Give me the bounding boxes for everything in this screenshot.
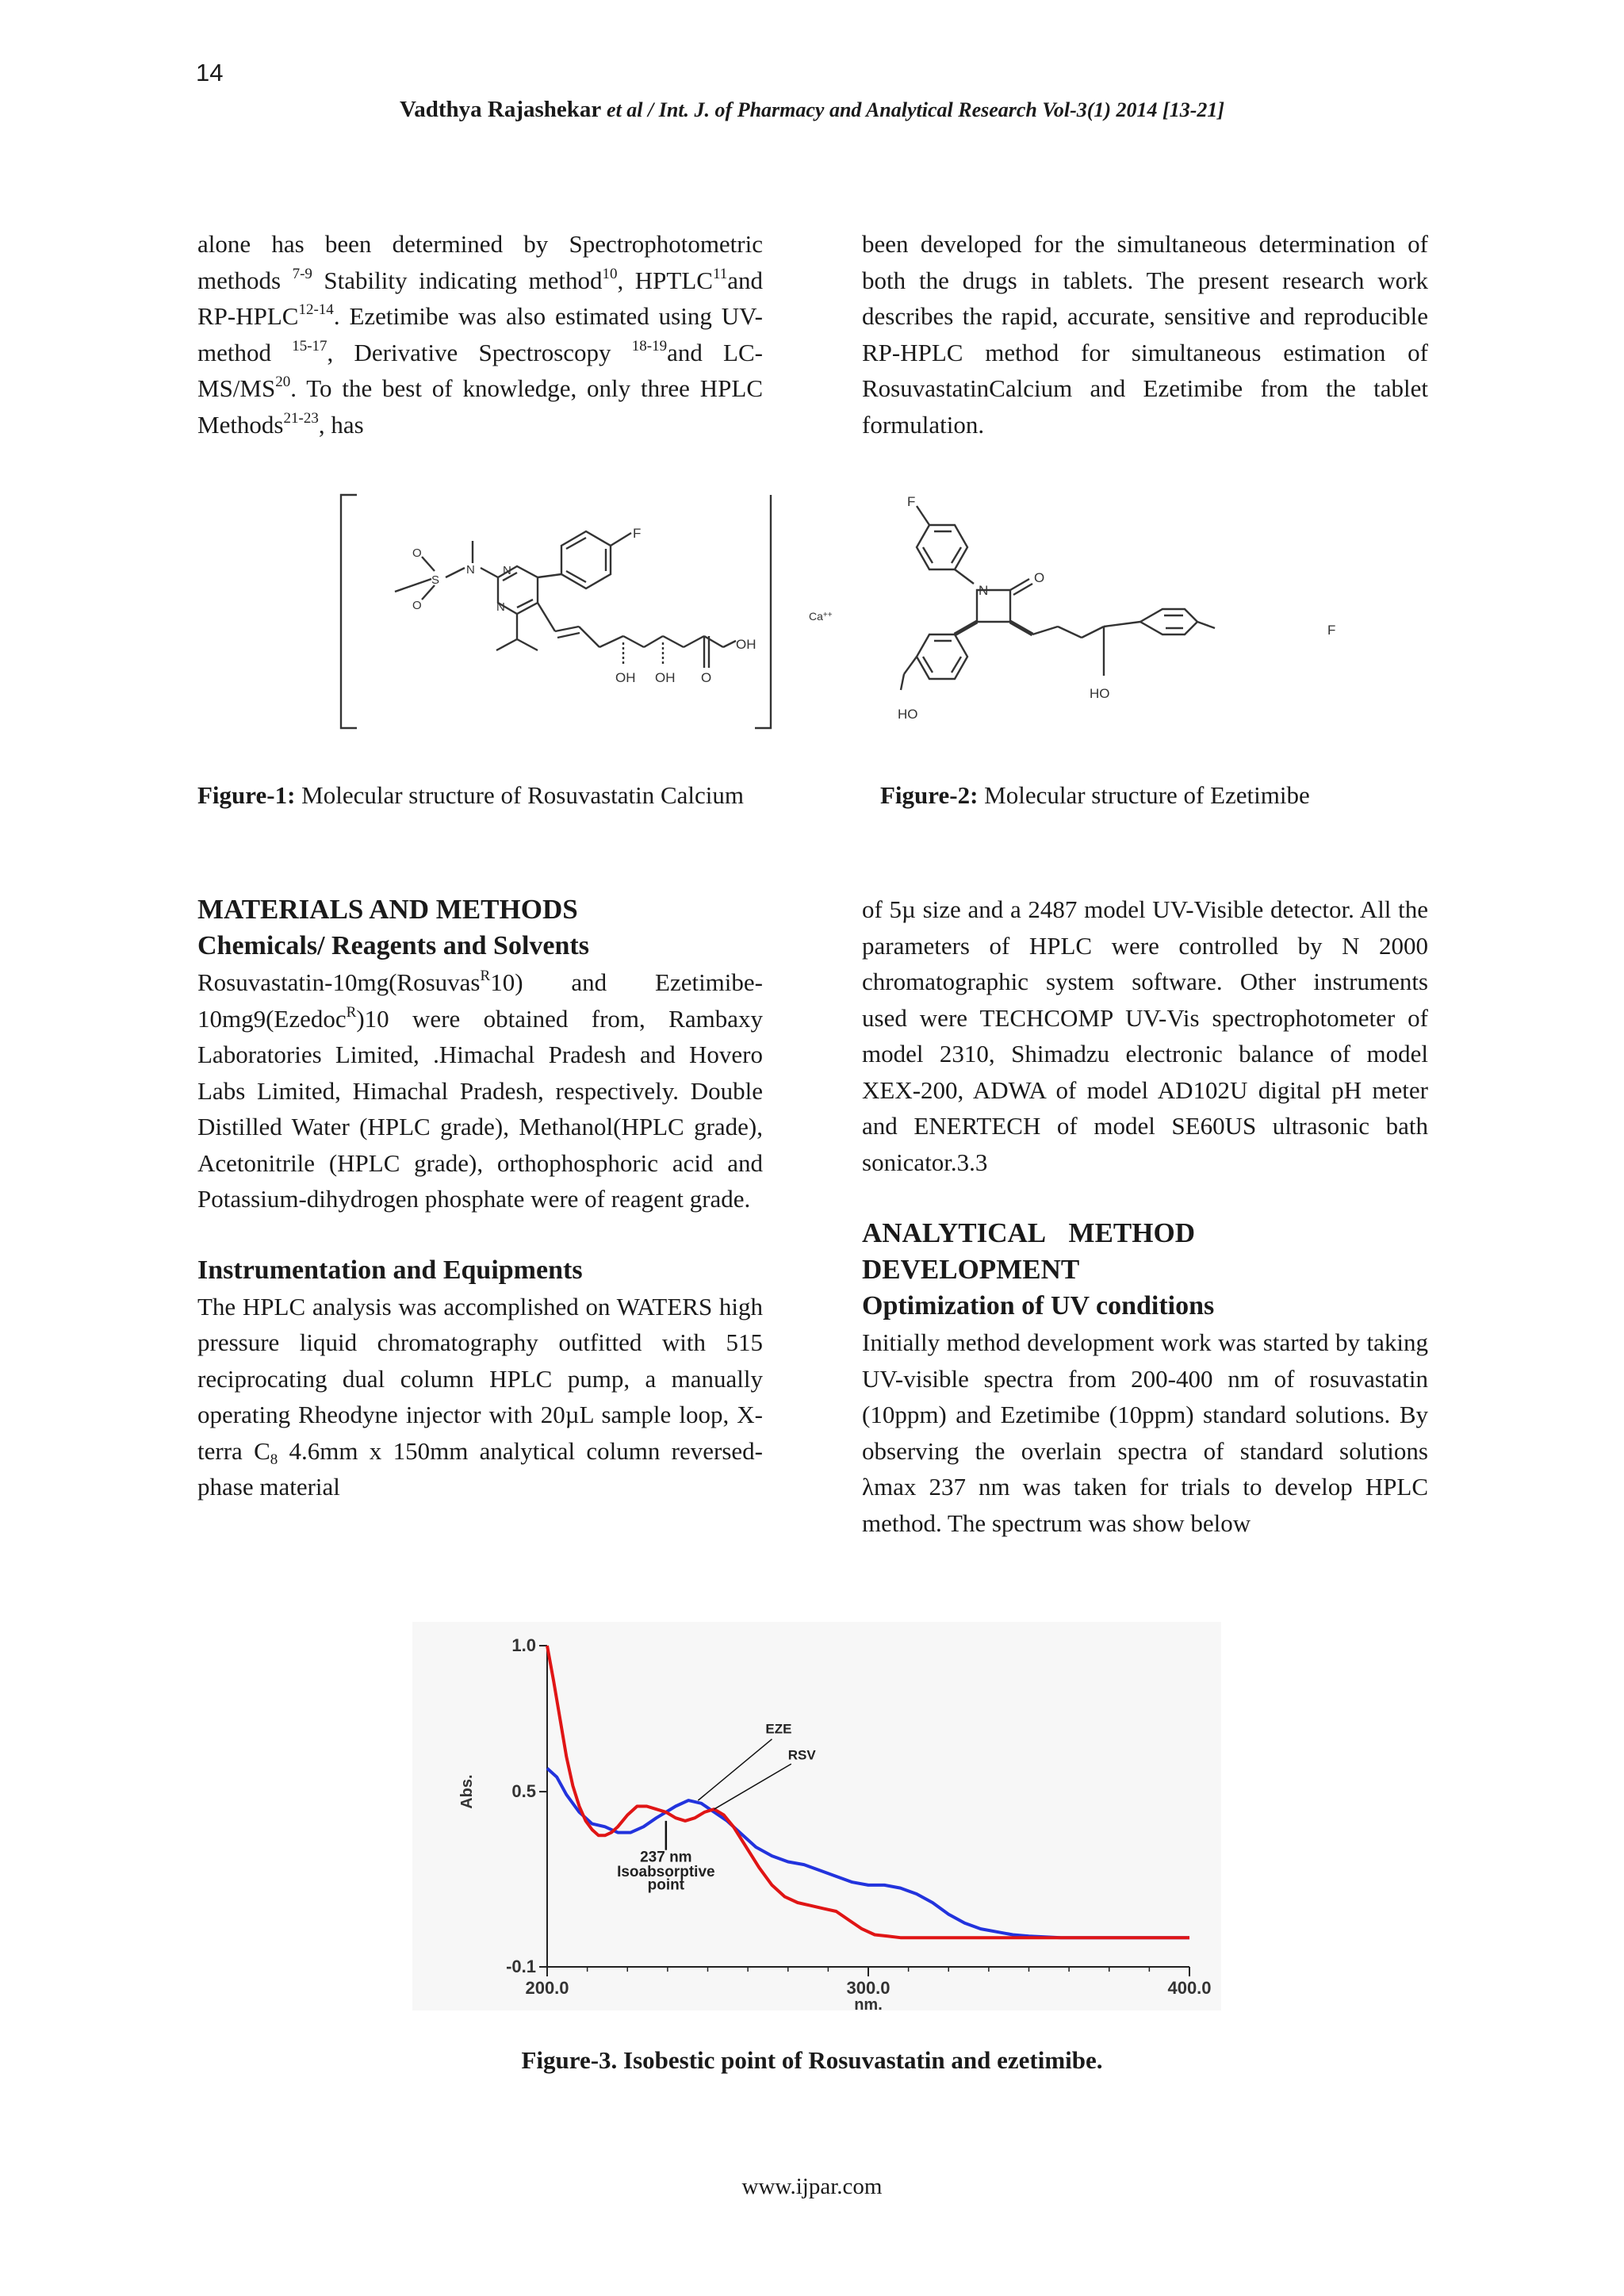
atom-label: N (466, 563, 475, 577)
atom-label: OH (615, 670, 636, 685)
y-tick-label: 0.5 (511, 1781, 536, 1802)
atom-label: N (496, 600, 505, 614)
analytical-paragraph: Initially method development work was started by taking UV-visible spectra from 200-400 nm of rosuvastatin (10ppm) and Ezetimibe (10ppm) standard solutions. By observing the overlain spectra of standard solutions λmax 237 nm was taken for trials to develop HPLC method. The spectrum was show below (862, 1328, 1428, 1537)
header-citation: et al / Int. J. of Pharmacy and Analytical Research Vol-3(1) 2014 [13-21] (607, 98, 1225, 121)
x-axis-label: nm. (854, 1996, 883, 2014)
intro-left-column (197, 226, 763, 443)
atom-label: OH (736, 637, 756, 652)
atom-label: O (412, 546, 422, 560)
figure3-caption: Figure-3. Isobestic point of Rosuvastatin and ezetimibe. (521, 2046, 1103, 2074)
section-heading: ANALYTICAL METHOD DEVELOPMENT (862, 1217, 1195, 1285)
subsection-heading: Instrumentation and Equipments (197, 1255, 583, 1285)
running-header (0, 97, 1624, 123)
intro-paragraph: alone has been determined by Spectrophotometric methods $^{7-9}$ Stability indicating method$^{10}$, HPTLC$^{11}$and RP-HPLC$^{12-14}$. Ezetimibe was also estimated using UV-method $^{15-17}$, Derivative Spectroscopy $^{18-19}$and LC-MS/MS$^{20}$. To the best of knowledge, only three HPLC Methods$^{21-23}$, has (197, 230, 763, 439)
calcium-label: Ca++ (809, 610, 833, 623)
atom-label: S (431, 573, 440, 587)
figure2-caption: Figure-2: Molecular structure of Ezetimibe (880, 781, 1310, 809)
atom-label: O (412, 599, 422, 612)
materials-right-column (862, 891, 1428, 1541)
y-tick-label: -0.1 (506, 1957, 536, 1976)
atom-label: HO (1090, 686, 1110, 701)
figure1-caption: Figure-1: Molecular structure of Rosuvastatin Calcium (197, 781, 745, 809)
figure1-rosuvastatin-structure (333, 492, 864, 734)
annotation-eze: EZE (765, 1721, 792, 1737)
atom-label: O (701, 670, 712, 685)
x-tick-label: 300.0 (846, 1978, 891, 1998)
subsection-heading: Optimization of UV conditions (862, 1291, 1215, 1320)
figure3-uv-spectrum-chart (412, 1622, 1221, 2014)
atom-label: N (979, 583, 989, 598)
atom-label: HO (898, 707, 918, 722)
intro-right-column (862, 226, 1428, 443)
annotation-rsv: RSV (787, 1747, 816, 1763)
chart-background (412, 1622, 1221, 2010)
y-tick-label: 1.0 (511, 1635, 536, 1655)
y-axis-label: Abs. (458, 1774, 476, 1809)
intro-paragraph-cont: been developed for the simultaneous determination of both the drugs in tablets. The present research work describes the rapid, accurate, sensitive and reproducible RP-HPLC method for simultaneous estimation of RosuvastatinCalcium and Ezetimibe from the tablet formulation. (862, 230, 1428, 439)
materials-left-column (197, 891, 763, 1505)
atom-label: F (907, 494, 916, 509)
annotation-point: point (647, 1876, 685, 1894)
atom-label: OH (655, 670, 676, 685)
atom-label: N (503, 564, 511, 577)
annotation-237nm: 237 nm (640, 1849, 692, 1866)
atom-label: F (1327, 623, 1336, 638)
x-tick-label: 400.0 (1167, 1978, 1212, 1998)
materials-paragraph: Rosuvastatin-10mg(Rosuvas$^R$10) and Ezetimibe-10mg9(Ezedoc$^R$)10 were obtained from, Rambaxy Laboratories Limited, .Himachal Pradesh and Hovero Labs Limited, Himachal Pradesh, respectively. Double Distilled Water (HPLC grade), Methanol(HPLC grade), Acetonitrile (HPLC grade), orthophosphoric acid and Potassium-dihydrogen phosphate were of reagent grade. (197, 968, 763, 1213)
instrumentation-paragraph: The HPLC analysis was accomplished on WATERS high pressure liquid chromatography outfitted with 515 reciprocating dual column HPLC pump, a manually operating Rheodyne injector with 20µL sample loop, X-terra $C_8$ 4.6mm x 150mm analytical column reversed-phase material (197, 1292, 763, 1501)
x-tick-label: 200.0 (525, 1978, 569, 1998)
figure2-ezetimibe-structure (888, 492, 1336, 734)
instrumentation-paragraph-cont: of 5µ size and a 2487 model UV-Visible detector. All the parameters of HPLC were controlled by N 2000 chromatographic system software. Other instruments used were TECHCOMP UV-Vis spectrophotometer of model 2310, Shimadzu electronic balance of model XEX-200, ADWA of model AD102U digital pH meter and ENERTECH of model SE60US ultrasonic bath sonicator.3.3 (862, 895, 1428, 1176)
subsection-heading: Chemicals/ Reagents and Solvents (197, 931, 589, 960)
footer-url: www.ijpar.com (741, 2174, 883, 2199)
page-number: 14 (196, 59, 224, 86)
atom-label: F (633, 526, 642, 541)
section-heading: MATERIALS AND METHODS (197, 894, 578, 925)
annotation-isoabsorptive: Isoabsorptive (617, 1863, 715, 1880)
atom-label: O (1034, 570, 1045, 585)
header-author: Vadthya Rajashekar (399, 97, 601, 122)
